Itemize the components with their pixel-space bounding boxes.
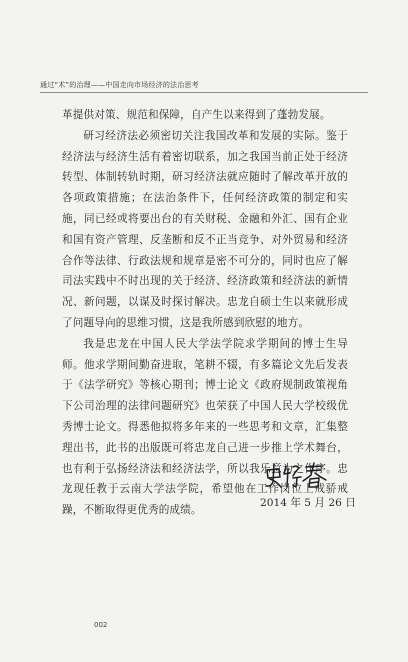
running-head: 通过“术”的治理——中国走向市场经济的法治思考 bbox=[40, 81, 199, 89]
paragraph-supervisor: 我是忠龙在中国人民大学法学院求学期间的博士生导师。他求学期间勤奋进取，笔耕不辍，有多篇论文先后发表于《法学研究》等核心期刊；博士论文《政府规制政策视角下公司治理的法律问题研究》也荣获了中国人民大学校级优秀博士论文。得悉他拟将多年来的一些思考和文章，汇集整理出书，此书的出版既可将忠龙自己进一步推上学术舞台，也有利于弘扬经济法和经济法学，所以我乐意为之作序。忠龙现任教于云南大学法学院，希望他在工作岗位上戒骄戒躁，不断取得更优秀的成绩。 bbox=[62, 337, 348, 517]
handwritten-signature bbox=[264, 461, 330, 489]
header-rule bbox=[40, 92, 368, 93]
paragraph-economic-law: 研习经济法必须密切关注我国改革和发展的实际。鉴于经济法与经济生活有着密切联系，加之我国当前正处于经济转型、体制转轨时期，研习经济法就应随时了解改革开放的各项政策措施；在法治条件下，任何经济政策的制定和实施，同已经或将要出台的有关财税、金融和外汇、国有企业和国有资产管理、反垄断和反不正当竞争、对外贸易和经济合作等法律、行政法规和规章是密不可分的，同时也应了解司法实践中不时出现的关于经济、经济政策和经济法的新情况、新问题，以谋及时探讨解决。忠龙自硕士生以来就形成了问题导向的思维习惯，这是我所感到欣慰的地方。 bbox=[62, 129, 348, 329]
paragraph-continuation: 革提供对策、规范和保障，自产生以来得到了蓬勃发展。 bbox=[62, 109, 331, 121]
preface-date: 2014 年 5 月 26 日 bbox=[260, 497, 356, 509]
body-text bbox=[62, 105, 348, 521]
page-number: 002 bbox=[94, 621, 108, 629]
